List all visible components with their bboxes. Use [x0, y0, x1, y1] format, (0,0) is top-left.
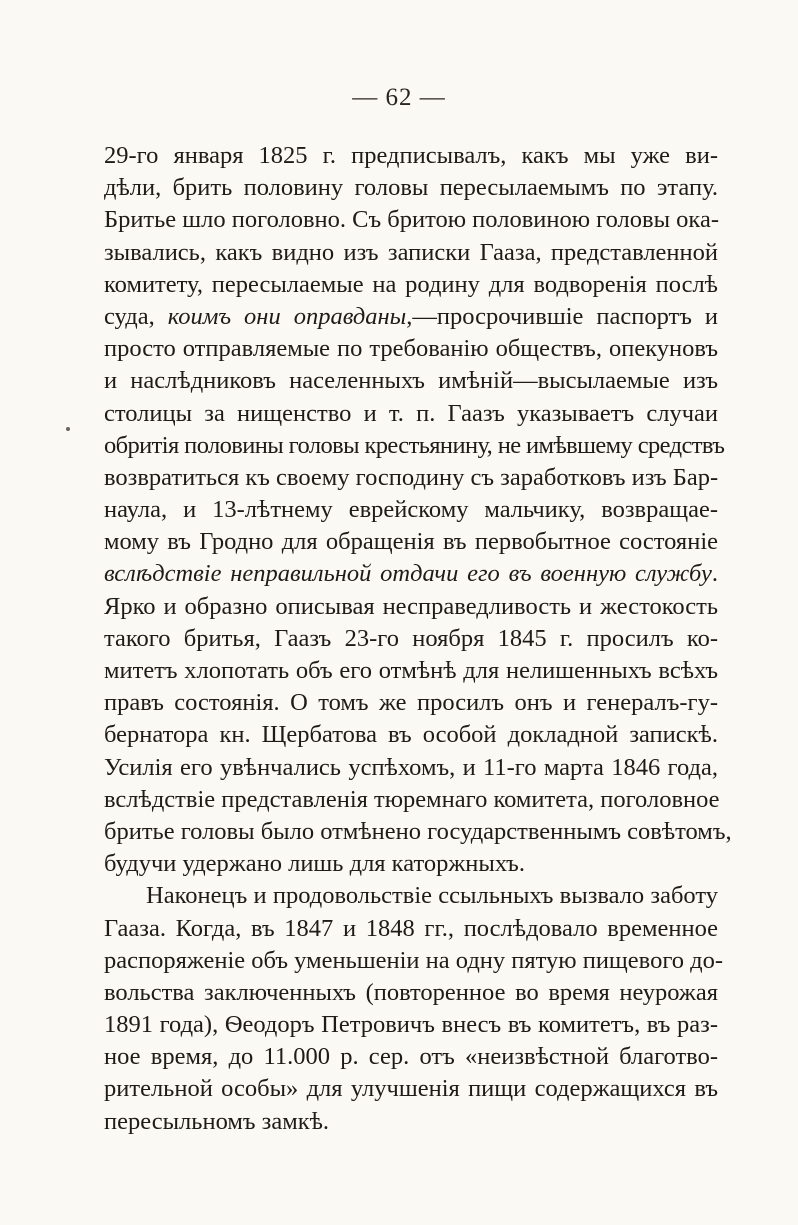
text-line: просто отправляемые по требованію обществъ, опекуновъ	[104, 335, 718, 363]
text-line: Ярко и образно описывая несправедливость и жестокость	[104, 592, 718, 620]
text-line: 29-го января 1825 г. предписывалъ, какъ мы уже ви-	[104, 142, 718, 169]
text-line: столицы за нищенство и т. п. Гаазъ указываетъ случаи	[104, 399, 718, 427]
page-number: — 62 —	[352, 84, 446, 111]
paragraph-1	[104, 140, 732, 880]
text-line: такого бритья, Гаазъ 23-го ноября 1845 г. просилъ ко-	[104, 624, 718, 652]
text-line: бернатора кн. Щербатова въ особой докладной запискѣ.	[104, 721, 718, 749]
paragraph-2	[104, 880, 724, 1138]
body-text	[104, 140, 732, 1138]
text-line: зывались, какъ видно изъ записки Гааза, представленной	[104, 238, 718, 266]
text-line-with-italic	[104, 301, 718, 333]
text-line: ное время, до 11.000 р. сер. отъ «неизвѣстной благотво-	[104, 1043, 718, 1071]
text-line: Усилія его увѣнчались успѣхомъ, и 11-го марта 1846 года,	[104, 753, 718, 781]
text-line: 1891 года), Ѳеодоръ Петровичъ внесъ въ комитетъ, въ раз-	[104, 1011, 718, 1039]
text-line: пересыльномъ замкѣ.	[104, 1107, 330, 1135]
line-text-after: ,—просрочившіе паспортъ и	[406, 302, 718, 330]
line-text-after: .	[711, 560, 718, 588]
text-line: правъ состоянія. О томъ же просилъ онъ и генералъ-гу-	[104, 689, 718, 717]
text-line: мому въ Гродно для обращенія въ первобытное состояніе	[104, 528, 718, 556]
text-line: Гааза. Когда, въ 1847 и 1848 гг., послѣдовало временное	[104, 914, 718, 942]
text-line: возвратиться къ своему господину съ заработковъ изъ Бар-	[104, 463, 719, 491]
text-line: и наслѣдниковъ населенныхъ имѣній—высылаемые изъ	[104, 367, 718, 395]
italic-phrase: вслѣдствіе неправильной отдачи его въ военную службу	[104, 560, 712, 588]
text-line: Наконецъ и продовольствіе ссыльныхъ вызвало заботу	[146, 882, 718, 910]
text-line: бритье головы было отмѣнено государственнымъ совѣтомъ,	[104, 817, 732, 845]
text-line: обритія половины головы крестьянину, не имѣвшему средствъ	[104, 431, 725, 459]
text-line: будучи удержано лишь для каторжныхъ.	[104, 850, 525, 878]
margin-dot-mark	[66, 427, 70, 431]
text-line: распоряженіе объ уменьшеніи на одну пятую пищевого до-	[104, 946, 724, 974]
text-line: Бритье шло поголовно. Съ бритою половиною головы ока-	[104, 206, 719, 234]
text-line: вслѣдствіе представленія тюремнаго комитета, поголовное	[104, 785, 720, 813]
text-line: дѣли, брить половину головы пересылаемымъ по этапу.	[104, 174, 718, 202]
text-line: комитету, пересылаемые на родину для водворенія послѣ	[104, 270, 718, 298]
text-line: митетъ хлопотать объ его отмѣнѣ для нелишенныхъ всѣхъ	[104, 657, 718, 684]
text-line: вольства заключенныхъ (повторенное во время неурожая	[104, 978, 718, 1006]
text-line: наула, и 13-лѣтнему еврейскому мальчику, возвращае-	[104, 496, 718, 524]
italic-phrase: коимъ они оправданы	[167, 302, 407, 330]
text-line: рительной особы» для улучшенія пищи содержащихся въ	[104, 1075, 718, 1103]
line-text-before: суда,	[104, 302, 168, 330]
text-line-with-italic	[104, 558, 718, 590]
